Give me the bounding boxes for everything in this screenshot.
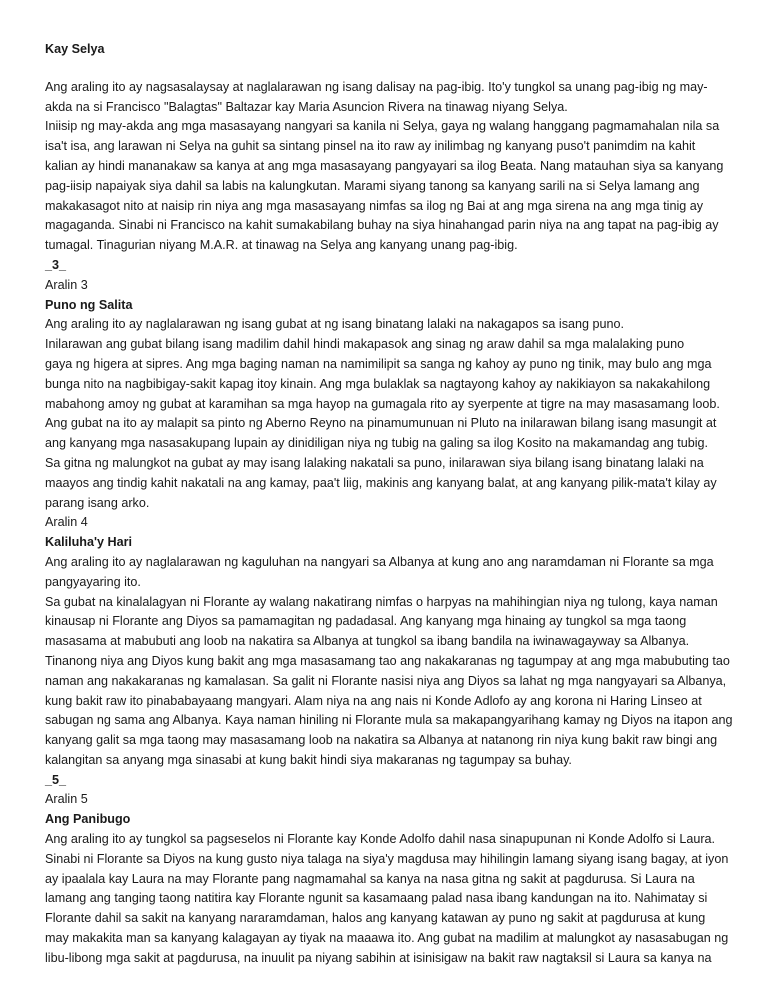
heading-block bbox=[45, 256, 735, 276]
paragraph-block bbox=[45, 315, 735, 513]
heading-text: Ang Panibugo bbox=[45, 812, 131, 827]
text-line: gaya ng higera at sipres. Ang mga baging naman na namimilipit sa sanga ng kahoy ay puno ng tinik, may bulo ang mga bbox=[45, 356, 712, 371]
text-line: parang isang arko. bbox=[45, 495, 150, 510]
text-line: Ang araling ito ay nagsasalaysay at naglalarawan ng isang dalisay na pag-ibig. Ito'y tungkol sa unang pag-ibig ng may- bbox=[45, 79, 708, 94]
text-line: may makakita man sa kanyang kalagayan ay tiyak na maaawa ito. Ang gubat na madilim at malungkot ay nasasabugan ng bbox=[45, 931, 729, 946]
paragraph-block bbox=[45, 790, 735, 810]
text-line: Ang gubat na ito ay malapit sa pinto ng Aberno Reyno na pinamumunuan ni Pluto na inilarawan bilang isang masungit at bbox=[45, 416, 717, 431]
text-line: Tinanong niya ang Diyos kung bakit ang mga masasamang tao ang nakakaranas ng tagumpay at ang mga mabubuting tao bbox=[45, 653, 730, 668]
text-line: ay ipaalala kay Laura na may Florante pang nagmamahal sa kanya na nasa gitna ng sakit at pagdurusa. Si Laura na bbox=[45, 871, 695, 886]
text-line: Ang araling ito ay naglalarawan ng kaguluhan na nangyari sa Albanya at kung ano ang naramdaman ni Florante sa mga bbox=[45, 554, 714, 569]
heading-block bbox=[45, 296, 735, 316]
text-line: lamang ang tanging taong natitira kay Florante ngunit sa kasamaang palad nasa ibang kandungan na ito. Nahimatay si bbox=[45, 891, 708, 906]
text-line: Ang araling ito ay tungkol sa pagseselos ni Florante kay Konde Adolfo dahil nasa sinapupunan ni Konde Adolfo si Laura. bbox=[45, 832, 716, 847]
text-line: akda na si Francisco "Balagtas" Baltazar kay Maria Asuncion Rivera na tinawag niyang Selya. bbox=[45, 99, 568, 114]
text-line: kung bakit raw ito pinababayaang mangyari. Alam niya na ang nais ni Konde Adlofo ay ang korona ni Haring Linseo at bbox=[45, 693, 702, 708]
text-line: Aralin 3 bbox=[45, 277, 88, 292]
heading-block bbox=[45, 771, 735, 791]
text-line: Florante dahil sa sakit na kanyang nararamdaman, halos ang kanyang katawan ay puno ng sakit at pagdurusa at kung bbox=[45, 911, 706, 926]
text-line: libu-libong mga sakit at pagdurusa, na inuulit pa niyang sabihin at isinisigaw na bakit raw nagtaksil si Laura sa kanya na bbox=[45, 950, 712, 965]
text-line: kanyang galit sa mga taong may masasamang loob na nakatira sa Albanya at natanong rin niya kung bakit raw bingi ang bbox=[45, 733, 718, 748]
document-page bbox=[45, 40, 735, 969]
paragraph-gap bbox=[45, 60, 735, 78]
text-line: ang kanyang mga nasasakupang lupain ay dinidiligan niya ng tubig na galing sa ilog Kosito na makamandag ang tubig. bbox=[45, 436, 709, 451]
text-line: pangyayaring ito. bbox=[45, 574, 141, 589]
paragraph-block bbox=[45, 78, 735, 256]
text-line: magaganda. Sinabi ni Francisco na kahit sumakabilang buhay na siya hinahangad parin niya na ang tapat na pag-ibig ay bbox=[45, 218, 719, 233]
text-line: Iniisip ng may-akda ang mga masasayang nangyari sa kanila ni Selya, gaya ng walang hanggang pagmamahalan nila sa bbox=[45, 119, 720, 134]
text-line: Sa gubat na kinalalagyan ni Florante ay walang nakatirang nimfas o harpyas na mahihingian niya ng tulong, kaya naman bbox=[45, 594, 718, 609]
paragraph-block bbox=[45, 553, 735, 771]
heading-text: Puno ng Salita bbox=[45, 297, 133, 312]
text-line: Sa gitna ng malungkot na gubat ay may isang lalaking nakatali sa puno, inilarawan siya bilang isang binatang lalaki na bbox=[45, 455, 704, 470]
paragraph-block bbox=[45, 513, 735, 533]
text-line: pag-iisip napaiyak siya dahil sa labis na kalungkutan. Marami siyang tanong sa kanyang sarili na si Selya lamang ang bbox=[45, 178, 700, 193]
text-line: makakasagot nito at naisip rin niya ang mga masasayang nimfas sa ilog ng Bai at ang mga sirena na ang mga tinig ay bbox=[45, 198, 704, 213]
text-line: sabugan ng sama ang Albanya. Kaya naman hiniling ni Florante mula sa makapangyarihang kamay ng Diyos na itapon ang bbox=[45, 713, 733, 728]
text-line: tumagal. Tinagurian niyang M.A.R. at tinawag na Selya ang kanyang unang pag-ibig. bbox=[45, 238, 518, 253]
heading-block bbox=[45, 533, 735, 553]
text-line: mabahong amoy ng gubat at karamihan sa mga hayop na gumagala rito ay syerpente at tigre na may masasamang loob. bbox=[45, 396, 720, 411]
heading-text: _3_ bbox=[45, 257, 67, 272]
paragraph-block bbox=[45, 276, 735, 296]
text-line: Sinabi ni Florante sa Diyos na kung gusto niya talaga na siya'y magdusa may hihilingin lamang siyang isang bagay, at iyon bbox=[45, 851, 729, 866]
text-line: kinausap ni Florante ang Diyos sa pamamagitan ng padadasal. Ang kanyang mga hinaing ay tungkol sa mga taong bbox=[45, 614, 687, 629]
heading-text: _5_ bbox=[45, 772, 67, 787]
heading-text: Kaliluha'y Hari bbox=[45, 535, 132, 550]
heading-block bbox=[45, 40, 735, 60]
paragraph-block bbox=[45, 830, 735, 969]
text-line: maayos ang tindig kahit nakatali na ang kamay, paa't liig, makinis ang kanyang balat, at ang kanyang pilik-mata't kilay ay bbox=[45, 475, 717, 490]
text-line: masasama at mabubuti ang loob na nakatira sa Albanya at tungkol sa ibang bandila na iwinawagayway sa Albanya. bbox=[45, 634, 690, 649]
text-line: isa't isa, ang larawan ni Selya na guhit sa sintang pinsel na ito raw ay inilimbag ng kanyang puso't panimdim na kahit bbox=[45, 139, 696, 154]
text-line: Aralin 5 bbox=[45, 792, 88, 807]
heading-block bbox=[45, 810, 735, 830]
text-line: kalangitan sa anyang mga sinasabi at kung bakit hindi siya makaranas ng tagumpay sa buhay. bbox=[45, 752, 572, 767]
text-line: kalian ay hindi mananakaw sa kanya at ang mga masasayang pangyayari sa ilog Beata. Nang matauhan siya sa kanyang bbox=[45, 158, 724, 173]
text-line: Inilarawan ang gubat bilang isang madilim dahil hindi makapasok ang sinag ng araw dahil sa mga malalaking puno bbox=[45, 337, 685, 352]
text-line: Ang araling ito ay naglalarawan ng isang gubat at ng isang binatang lalaki na nakagapos sa isang puno. bbox=[45, 317, 625, 332]
text-line: naman ang nakakaranas ng kamalasan. Sa galit ni Florante nasisi niya ang Diyos sa lahat ng mga nangyayari sa Albanya, bbox=[45, 673, 727, 688]
text-line: bunga nito na nagbibigay-sakit kapag itoy kinain. Ang mga bulaklak sa nagtayong kahoy ay nakikiayon sa nakakahilong bbox=[45, 376, 711, 391]
heading-text: Kay Selya bbox=[45, 42, 105, 56]
text-line: Aralin 4 bbox=[45, 515, 88, 530]
